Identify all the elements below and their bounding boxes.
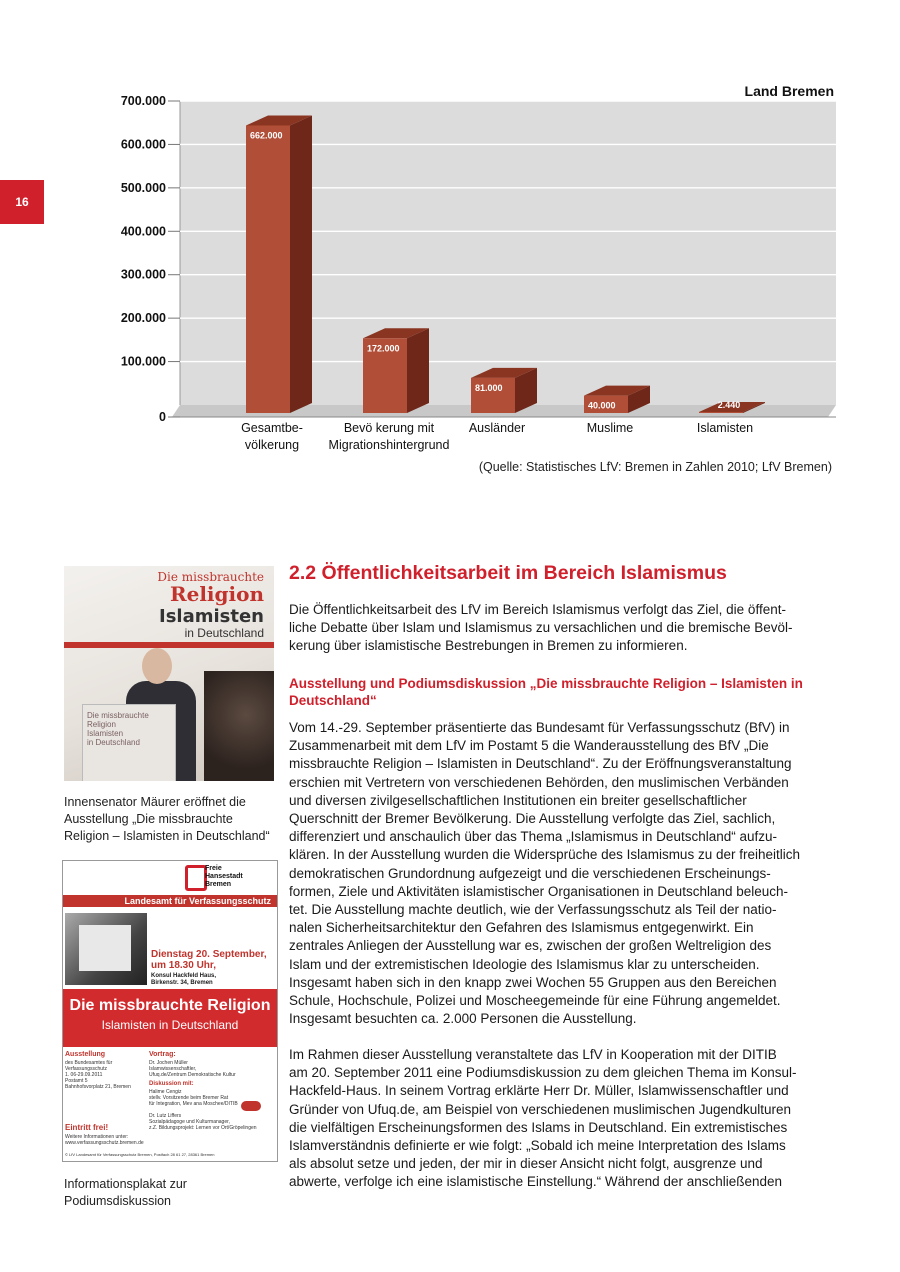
y-tick-label: 0 xyxy=(159,410,166,424)
podium-paragraph: Im Rahmen dieser Ausstellung veranstaltete das LfV in Kooperation mit der DITIB am 20. September 2011 eine Podiumsdiskussion zu dem gleichen Thema im Konsul- Hackfeld-Haus. In seinem Vortrag erklärte Herr Dr. Müller, Islamwissenschaftler und Gründer von Ufuq.de, am Beispiel von verschiedenen muslimischen Jugendkulturen die vielfältigen Erscheinungsformen des Islams in Deutschland. Ein extremistisches Islamverständnis definierte er wie folgt: „Sobald ich meine Interpretation des Islams als absolut setze und jeden, der mir in dieser Ansicht nicht folgt, ausgrenze und abwerte, verfolge ich eine islamistische Einstellung.“ Während der anschließenden xyxy=(289,1047,797,1190)
speaker-head xyxy=(142,648,172,684)
poster-free-entry: Eintritt frei! xyxy=(65,1123,109,1132)
x-category-label: Migrationshintergrund xyxy=(328,438,450,452)
poster-discussion-title: Diskussion mit: xyxy=(149,1081,194,1087)
y-tick-label: 600.000 xyxy=(120,137,166,152)
poster-more-info: Weitere Informationen unter: www.verfassungsschutz.bremen.de xyxy=(65,1134,144,1146)
bar-side xyxy=(290,116,312,413)
y-tick-label: 400.000 xyxy=(120,224,166,239)
y-tick-label: 200.000 xyxy=(120,311,166,326)
bar-value-label: 40.000 xyxy=(588,400,616,411)
bar-value-label: 81.000 xyxy=(475,382,503,393)
y-tick-label: 500.000 xyxy=(120,180,166,195)
poster-logo-text: Freie Hansestadt Bremen xyxy=(205,865,243,888)
lectern-label: Die missbrauchte Religion Islamisten in Deutschland xyxy=(87,711,149,747)
section-heading: 2.2 Öffentlichkeitsarbeit im Bereich Islamismus xyxy=(289,562,727,584)
photo-caption: Innensenator Mäurer eröffnet die Ausstellung „Die missbrauchte Religion – Islamisten in Deutschland“ xyxy=(64,795,270,843)
bar xyxy=(699,412,743,413)
x-category-label: Islamisten xyxy=(696,421,754,435)
exhibition-paragraph: Vom 14.-29. September präsentierte das Bundesamt für Verfassungsschutz (BfV) in Zusammenarbeit mit dem LfV im Postamt 5 die Wanderausstellung des BfV „Die missbrauchte Religion – Islamisten in Deutschland“. Zu der Eröffnungsveranstaltung erschien mit Vertretern von verschiedenen Behörden, den muslimischen Verbänden und diversen zivilgesellschaftlichen Institutionen ein breiter gesellschaftlicher Querschnitt der Bremer Bevölkerung. Die Ausstellung verfolgte das Ziel, sachlich, differenziert und anschaulich über das Thema „Islamismus in Deutschland“ aufzu- klären. In der Ausstellung wurden die Widersprüche des Islamismus zu der freiheitlich demokratischen Grundordnung aufgezeigt und die verschiedenen Erscheinungs- formen, Ziele und Aktivitäten islamistischer Organisationen in Deutschland beleuch- tet. Die Ausstellung machte deutlich, wie der Verfassungsschutz als Teil der natio- nalen Sicherheitsarchitektur den Gefahren des Islamismus entgegenwirkt. Ein zentrales Anliegen der Ausstellung war es, zwischen der großen Weltreligion des Islam und der extremistischen Ideologie des Islamismus klar zu unterscheiden. Insgesamt haben sich in den knapp zwei Wochen 55 Gruppen aus den Bereichen Schule, Hochschule, Polizei und Moscheegemeinde für eine Führung angemeldet. Insgesamt besuchten ca. 2.000 Personen die Ausstellung. xyxy=(289,720,800,1027)
poster-discussion-lines: Halime Cengiz stellv. Vorsitzende beim Bremer Rat für Integration, Mev ana Moschee/DITIB xyxy=(149,1089,238,1107)
poster-left-title: Ausstellung xyxy=(65,1051,106,1058)
info-poster xyxy=(62,860,278,1162)
photo-background-figure xyxy=(204,671,274,781)
chart-title: Land Bremen xyxy=(744,83,834,99)
bar-side xyxy=(407,328,429,413)
y-tick-label: 100.000 xyxy=(120,354,166,369)
exhibition-subheading: Ausstellung und Podiumsdiskussion „Die missbrauchte Religion – Islamisten in Deutschland“ xyxy=(289,676,803,708)
bar xyxy=(246,126,290,413)
photo-text-line3: Islamisten xyxy=(159,606,264,627)
poster-date: Dienstag 20. September, um 18.30 Uhr, xyxy=(151,949,267,971)
y-tick-label: 700.000 xyxy=(120,94,166,108)
poster-title-block xyxy=(63,989,277,1047)
bar-value-label: 172.000 xyxy=(367,343,400,354)
exhibition-photo xyxy=(64,566,274,781)
bremen-logo-icon xyxy=(185,865,207,891)
x-category-label: Muslime xyxy=(586,421,634,435)
x-category-label: Bevö kerung mit xyxy=(343,421,435,435)
poster-caption: Informationsplakat zur Podiumsdiskussion xyxy=(64,1177,187,1208)
x-category-label: Gesamtbe- xyxy=(241,421,303,435)
bar-value-label: 662.000 xyxy=(250,130,283,141)
photo-text-line2: Religion xyxy=(169,582,264,606)
photo-text-line4: in Deutschland xyxy=(184,626,264,640)
poster-extra-lines: Dr. Lutz Liffers Sozialpädagoge und Kulturmanager, z.Z. Bildungsprojekt: Lernen vor Ort/Gröpelingen xyxy=(149,1113,257,1131)
poster-right-lines: Dr. Jochen Müller Islamwissenschaftler, Ufuq.de/Zentrum Demokratische Kultur xyxy=(149,1060,236,1078)
y-tick-label: 300.000 xyxy=(120,267,166,282)
lectern xyxy=(82,704,176,781)
bar-value-label: 2.440 xyxy=(717,400,741,410)
photo-text-line1: Die missbrauchte xyxy=(157,570,264,584)
poster-footer: © LfV Landesamt für Verfassungsschutz Bremen, Postfach 28 61 27, 28361 Bremen xyxy=(65,1152,215,1157)
ditib-logo-icon xyxy=(241,1101,261,1111)
x-category-label: Ausländer xyxy=(468,421,526,435)
poster-band: Landesamt für Verfassungsschutz xyxy=(63,895,277,907)
x-category-label: völkerung xyxy=(244,438,300,452)
poster-left-lines: des Bundesamtes für Verfassungsschutz 1. 06-29.09.2011 Postamt 5 Bahnhofsvorplatz 21, Bremen xyxy=(65,1060,131,1090)
bar-chart xyxy=(0,0,900,490)
poster-right-title: Vortrag: xyxy=(149,1051,176,1058)
poster-title: Die missbrauchte Religion xyxy=(69,997,271,1014)
intro-paragraph: Die Öffentlichkeitsarbeit des LfV im Bereich Islamismus verfolgt das Ziel, die öffent- liche Debatte über Islam und Islamismus zu versachlichen und die bremische Bevöl- kerung über islamistische Bestrebungen in Bremen zu informieren. xyxy=(289,602,793,654)
poster-book-pages xyxy=(79,925,131,971)
poster-subtitle: Islamisten in Deutschland xyxy=(101,1018,239,1032)
photo-banner-stripe xyxy=(64,642,274,648)
poster-venue: Konsul Hackfeld Haus, Birkenstr. 34, Bremen xyxy=(151,973,217,986)
poster-book-image xyxy=(65,913,147,985)
chart-source: (Quelle: Statistisches LfV: Bremen in Zahlen 2010; LfV Bremen) xyxy=(478,460,832,474)
page-number: 16 xyxy=(15,195,29,209)
